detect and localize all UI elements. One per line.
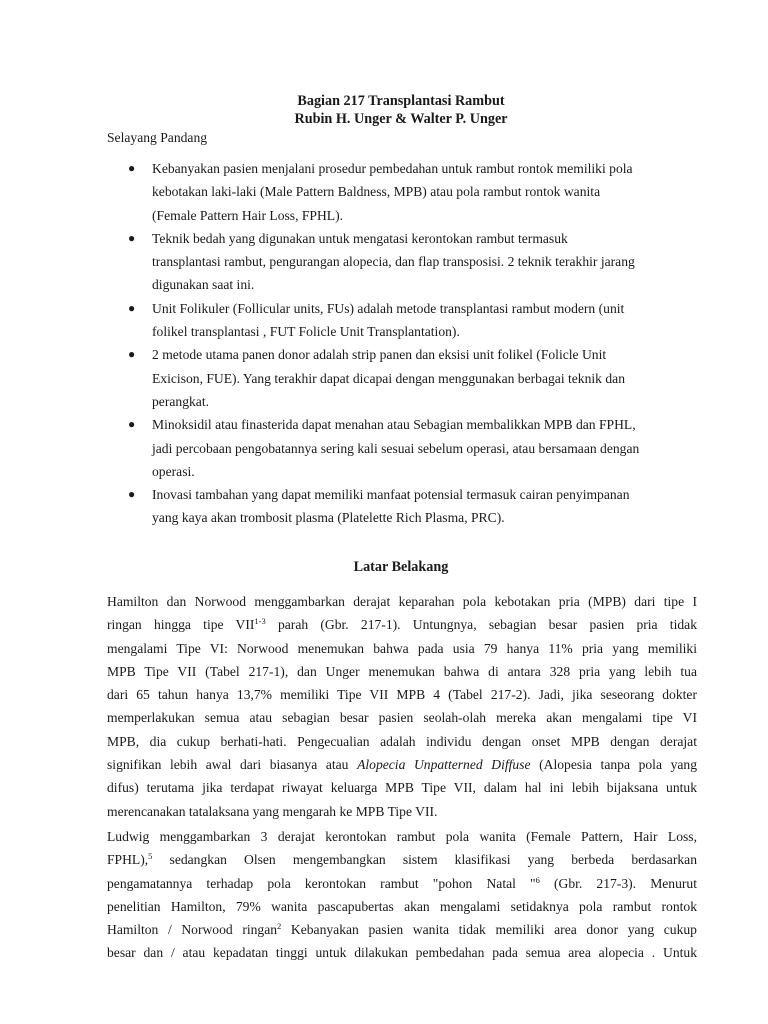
bullet-item: ● 2 metode utama panen donor adalah strip panen dan eksisi unit folikel (Folicle Unit Exicison, FUE). Yang terakhir dapat dicapai dengan menggunakan berbagai teknik dan perangkat. xyxy=(107,343,697,413)
bullet-item: ● Minoksidil atau finasterida dapat menahan atau Sebagian membalikkan MPB dan FPHL, jadi percobaan pengobatannya sering kali sesuai sebelum operasi, atau bersamaan dengan operasi. xyxy=(107,413,697,483)
document-authors: Rubin H. Unger & Walter P. Unger xyxy=(294,111,508,127)
bullet-icon: ● xyxy=(128,347,136,362)
bullet-item: ● Inovasi tambahan yang dapat memiliki manfaat potensial termasuk cairan penyimpanan yang kaya akan trombosit plasma (Platelette Rich Plasma, PRC). xyxy=(107,483,697,530)
bullet-item: ● Teknik bedah yang digunakan untuk mengatasi kerontokan rambut termasuk transplantasi rambut, pengurangan alopecia, dan flap transposisi. 2 teknik terakhir jarang digunakan saat ini. xyxy=(107,227,697,297)
background-paragraph-1: Hamilton dan Norwood menggambarkan derajat keparahan pola kebotakan pria (MPB) dari tipe I ringan hingga tipe VII$^{1-3}$ parah (Gbr. 217-1). Untungnya, sebagian besar pasien pria tidak mengalami Tipe VI: Norwood menemukan bahwa pada usia 79 hanya 11% pria yang memiliki MPB Tipe VII (Tabel 217-1), dan Unger menemukan bahwa di antara 328 pria yang lebih tua dari 65 tahun hanya 13,7% memiliki Tipe VII MPB 4 (Tabel 217-2). Jadi, jika seseorang dokter memperlakukan semua atau sebagian besar pasien seolah-olah mereka akan mengalami tipe VI MPB, dia cukup berhati-hati. Pengecualian adalah individu dengan onset MPB dengan derajat signifikan lebih awal dari biasanya atau Alopecia Unpatterned Diffuse (Alopesia tanpa pola yang difus) terutama jika terdapat riwayat keluarga MPB Tipe VII, dalam hal ini lebih bijaksana untuk merencanakan tatalaksana yang mengarah ke MPB Tipe VII. xyxy=(107,594,697,819)
document-title: Bagian 217 Transplantasi Rambut xyxy=(297,93,505,109)
summary-bullet-list xyxy=(107,157,697,530)
title-block xyxy=(0,92,768,128)
background-paragraph-2: Ludwig menggambarkan 3 derajat kerontokan rambut pola wanita (Female Pattern, Hair Loss, FPHL),$^5$ sedangkan Olsen mengembangkan sistem klasifikasi yang berbeda berdasarkan pengamatannya terhadap pola kerontokan rambut "pohon Natal "$^6$ (Gbr. 217-3). Menurut penelitian Hamilton, 79% wanita pascapubertas akan mengalami setidaknya pola rambut rontok Hamilton / Norwood ringan$^2$ Kebanyakan pasien wanita tidak memiliki area donor yang cukup besar dan / atau kepadatan tinggi untuk dilakukan pembedahan pada semua area alopecia . Untuk xyxy=(107,829,698,961)
bullet-icon: ● xyxy=(128,300,136,315)
bullet-item: ● Kebanyakan pasien menjalani prosedur pembedahan untuk rambut rontok memiliki pola kebotakan laki-laki (Male Pattern Baldness, MPB) atau pola rambut rontok wanita (Female Pattern Hair Loss, FPHL). xyxy=(107,157,697,227)
bullet-item: ● Unit Folikuler (Follicular units, FUs) adalah metode transplantasi rambut modern (unit folikel transplantasi , FUT Folicle Unit Transplantation). xyxy=(107,297,697,344)
bullet-icon: ● xyxy=(128,487,136,502)
bullet-icon: ● xyxy=(128,230,136,245)
bullet-icon: ● xyxy=(128,417,136,432)
section-subtitle: Selayang Pandang xyxy=(107,130,208,145)
section-heading: Latar Belakang xyxy=(353,559,449,575)
bullet-icon: ● xyxy=(128,161,136,175)
